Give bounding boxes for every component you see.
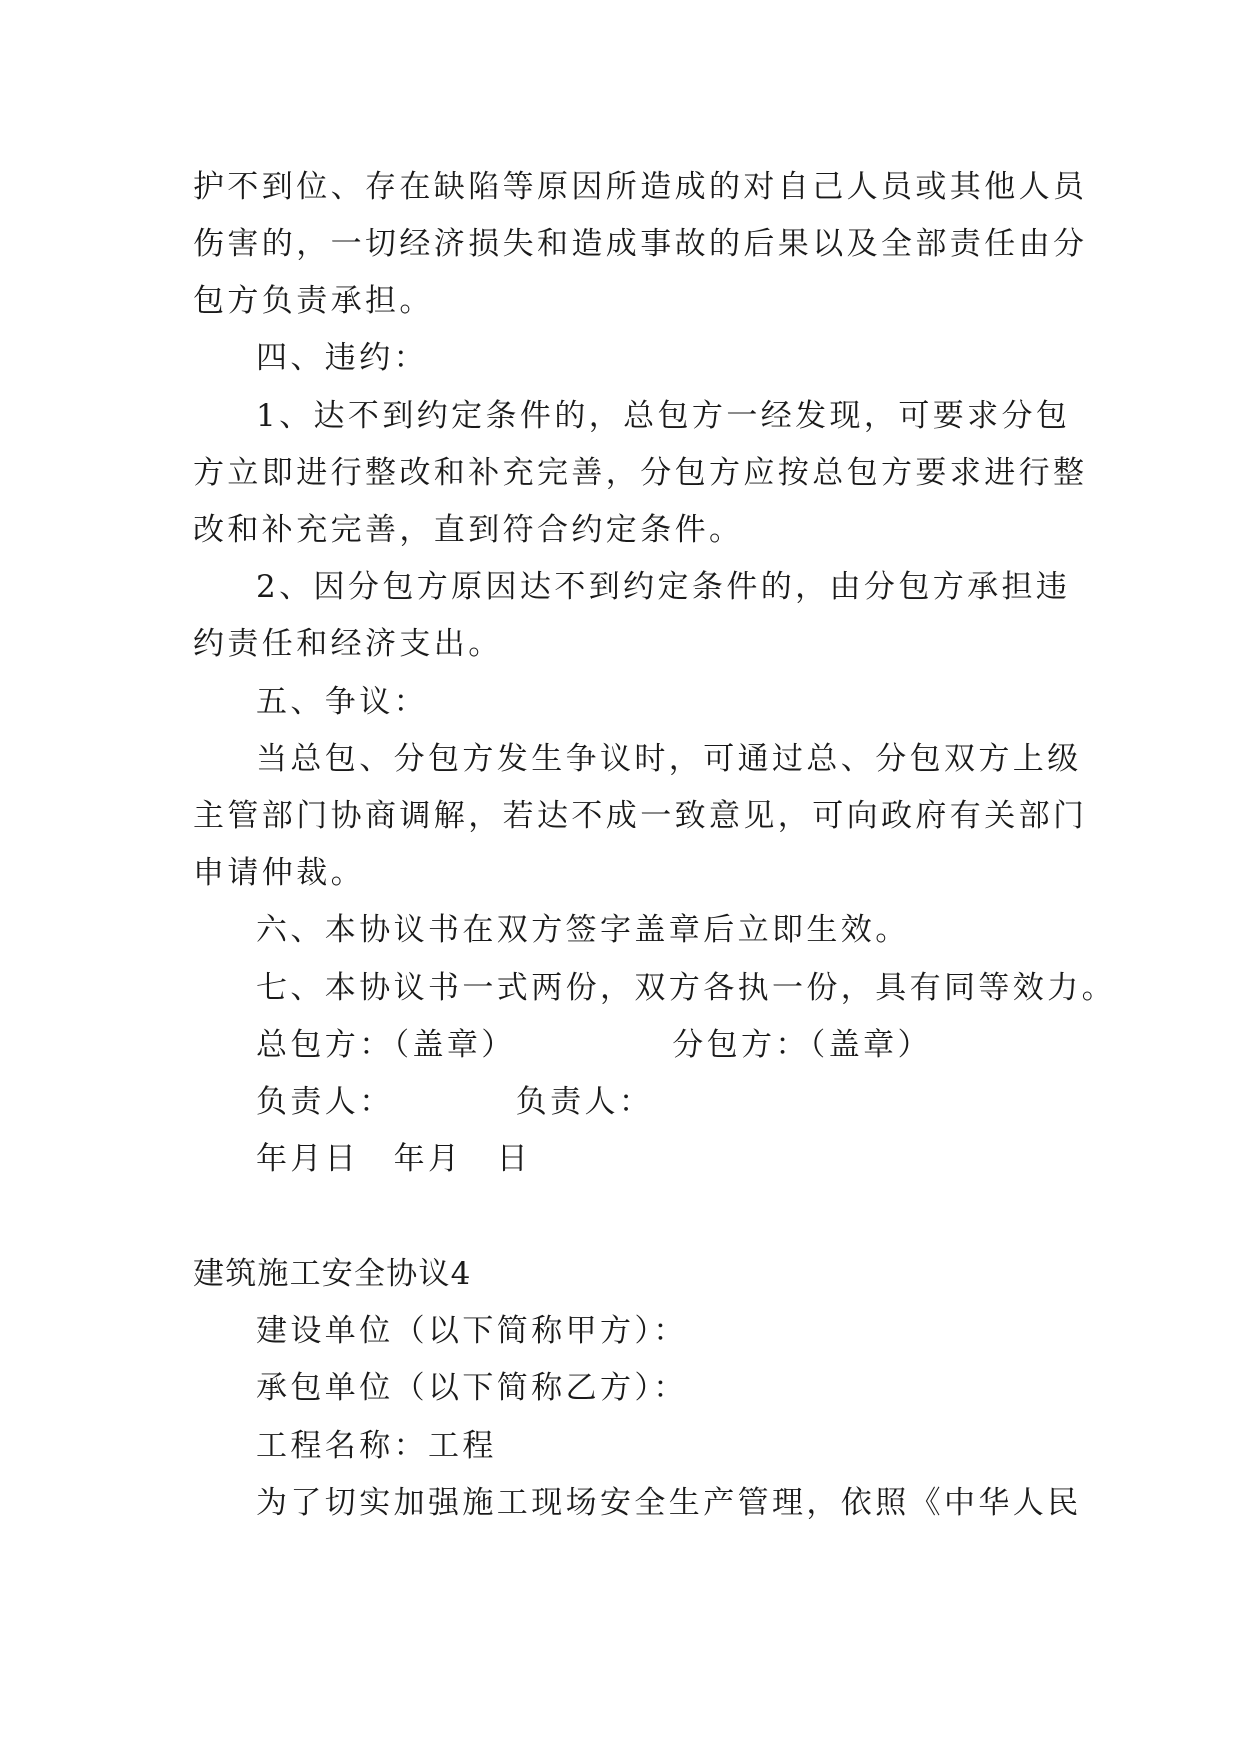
project-name-line: 工程名称：工程 (256, 1428, 497, 1464)
party-b-line: 承包单位（以下简称乙方）： (256, 1370, 688, 1406)
paragraph-line: 包方负责承担。 (193, 283, 434, 319)
clause-item-2: 2、因分包方原因达不到约定条件的，由分包方承担违 (256, 569, 1071, 605)
paragraph-line: 申请仲裁。 (193, 855, 365, 891)
agreement-title: 建筑施工安全协议4 (193, 1256, 472, 1292)
signature-person-line: 负责人： 负责人： (256, 1084, 654, 1120)
paragraph-line: 改和补充完善，直到符合约定条件。 (193, 512, 744, 548)
party-a-line: 建设单位（以下简称甲方）： (256, 1313, 688, 1349)
paragraph-line: 伤害的，一切经济损失和造成事故的后果以及全部责任由分 (193, 226, 1088, 262)
signature-seal-line: 总包方：（盖章） 分包方：（盖章） (256, 1027, 932, 1063)
paragraph-line: 当总包、分包方发生争议时，可通过总、分包双方上级 (256, 741, 1082, 777)
clause-copies: 七、本协议书一式两份，双方各执一份，具有同等效力。 (256, 970, 1116, 1006)
clause-item-1: 1、达不到约定条件的，总包方一经发现，可要求分包 (256, 398, 1071, 434)
paragraph-line: 护不到位、存在缺陷等原因所造成的对自己人员或其他人员 (193, 169, 1088, 205)
paragraph-line: 约责任和经济支出。 (193, 626, 503, 662)
section-heading-breach: 四、违约： (256, 340, 428, 376)
paragraph-line: 为了切实加强施工现场安全生产管理，依照《中华人民 (256, 1485, 1082, 1521)
paragraph-line: 主管部门协商调解，若达不成一致意见，可向政府有关部门 (193, 798, 1088, 834)
signature-date-line: 年月日 年月 日 (256, 1141, 532, 1177)
paragraph-line: 方立即进行整改和补充完善，分包方应按总包方要求进行整 (193, 455, 1088, 491)
clause-effective: 六、本协议书在双方签字盖章后立即生效。 (256, 912, 910, 948)
section-heading-dispute: 五、争议： (256, 684, 428, 720)
